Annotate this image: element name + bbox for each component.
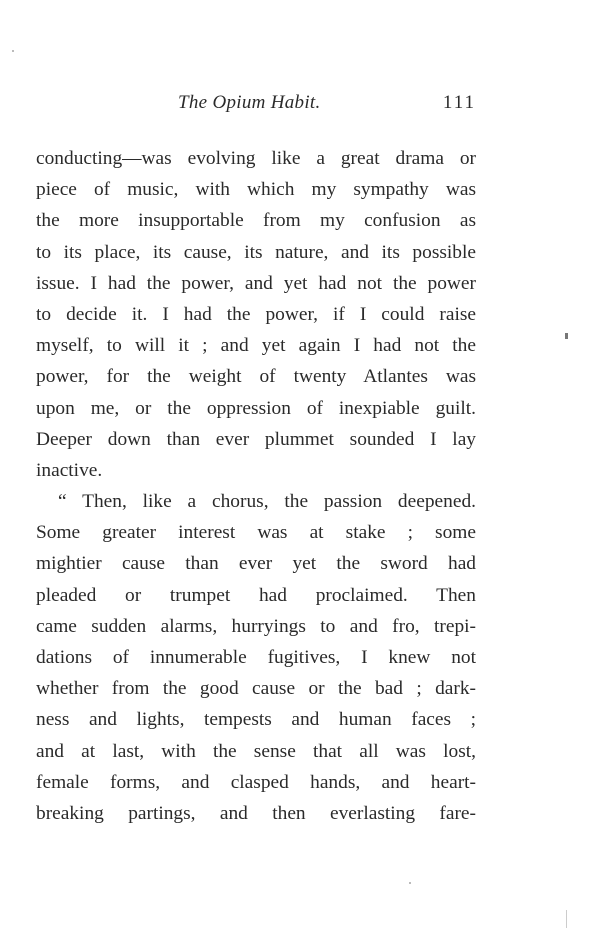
running-head [36, 92, 476, 122]
text-line: to decide it. I had the power, if I could raise [36, 303, 476, 325]
paper-speck [409, 882, 411, 884]
text-line: Deeper down than ever plummet sounded I lay [36, 428, 476, 450]
text-line: to its place, its cause, its nature, and its possible [36, 241, 476, 263]
page-number: 111 [442, 92, 476, 113]
text-line: issue. I had the power, and yet had not the power [36, 272, 476, 294]
text-line: upon me, or the oppression of inexpiable guilt. [36, 397, 476, 419]
text-line: power, for the weight of twenty Atlantes was [36, 366, 476, 388]
body-text [36, 143, 476, 829]
text-line: conducting—was evolving like a great drama or [36, 148, 476, 169]
text-line: breaking partings, and then everlasting fare- [36, 802, 476, 824]
text-line: and at last, with the sense that all was lost, [36, 740, 476, 762]
text-line: “ Then, like a chorus, the passion deepened. [58, 491, 476, 513]
text-line: female forms, and clasped hands, and heart- [36, 771, 476, 793]
paper-speck [566, 910, 567, 928]
text-line: myself, to will it ; and yet again I had not the [36, 335, 476, 357]
text-line: whether from the good cause or the bad ; dark- [36, 678, 476, 700]
text-line: Some greater interest was at stake ; some [36, 522, 476, 544]
text-line: inactive. [36, 459, 103, 481]
paper-speck [12, 50, 14, 52]
running-title: The Opium Habit. [178, 92, 321, 113]
text-line: piece of music, with which my sympathy was [36, 179, 476, 201]
text-line: pleaded or trumpet had proclaimed. Then [36, 584, 476, 606]
text-line: ness and lights, tempests and human faces ; [36, 709, 476, 731]
text-line: came sudden alarms, hurryings to and fro, trepi- [36, 615, 476, 637]
text-line: mightier cause than ever yet the sword had [36, 553, 476, 575]
paper-speck [565, 333, 568, 339]
text-line: the more insupportable from my confusion as [36, 210, 476, 232]
text-line: dations of innumerable fugitives, I knew not [36, 647, 476, 668]
